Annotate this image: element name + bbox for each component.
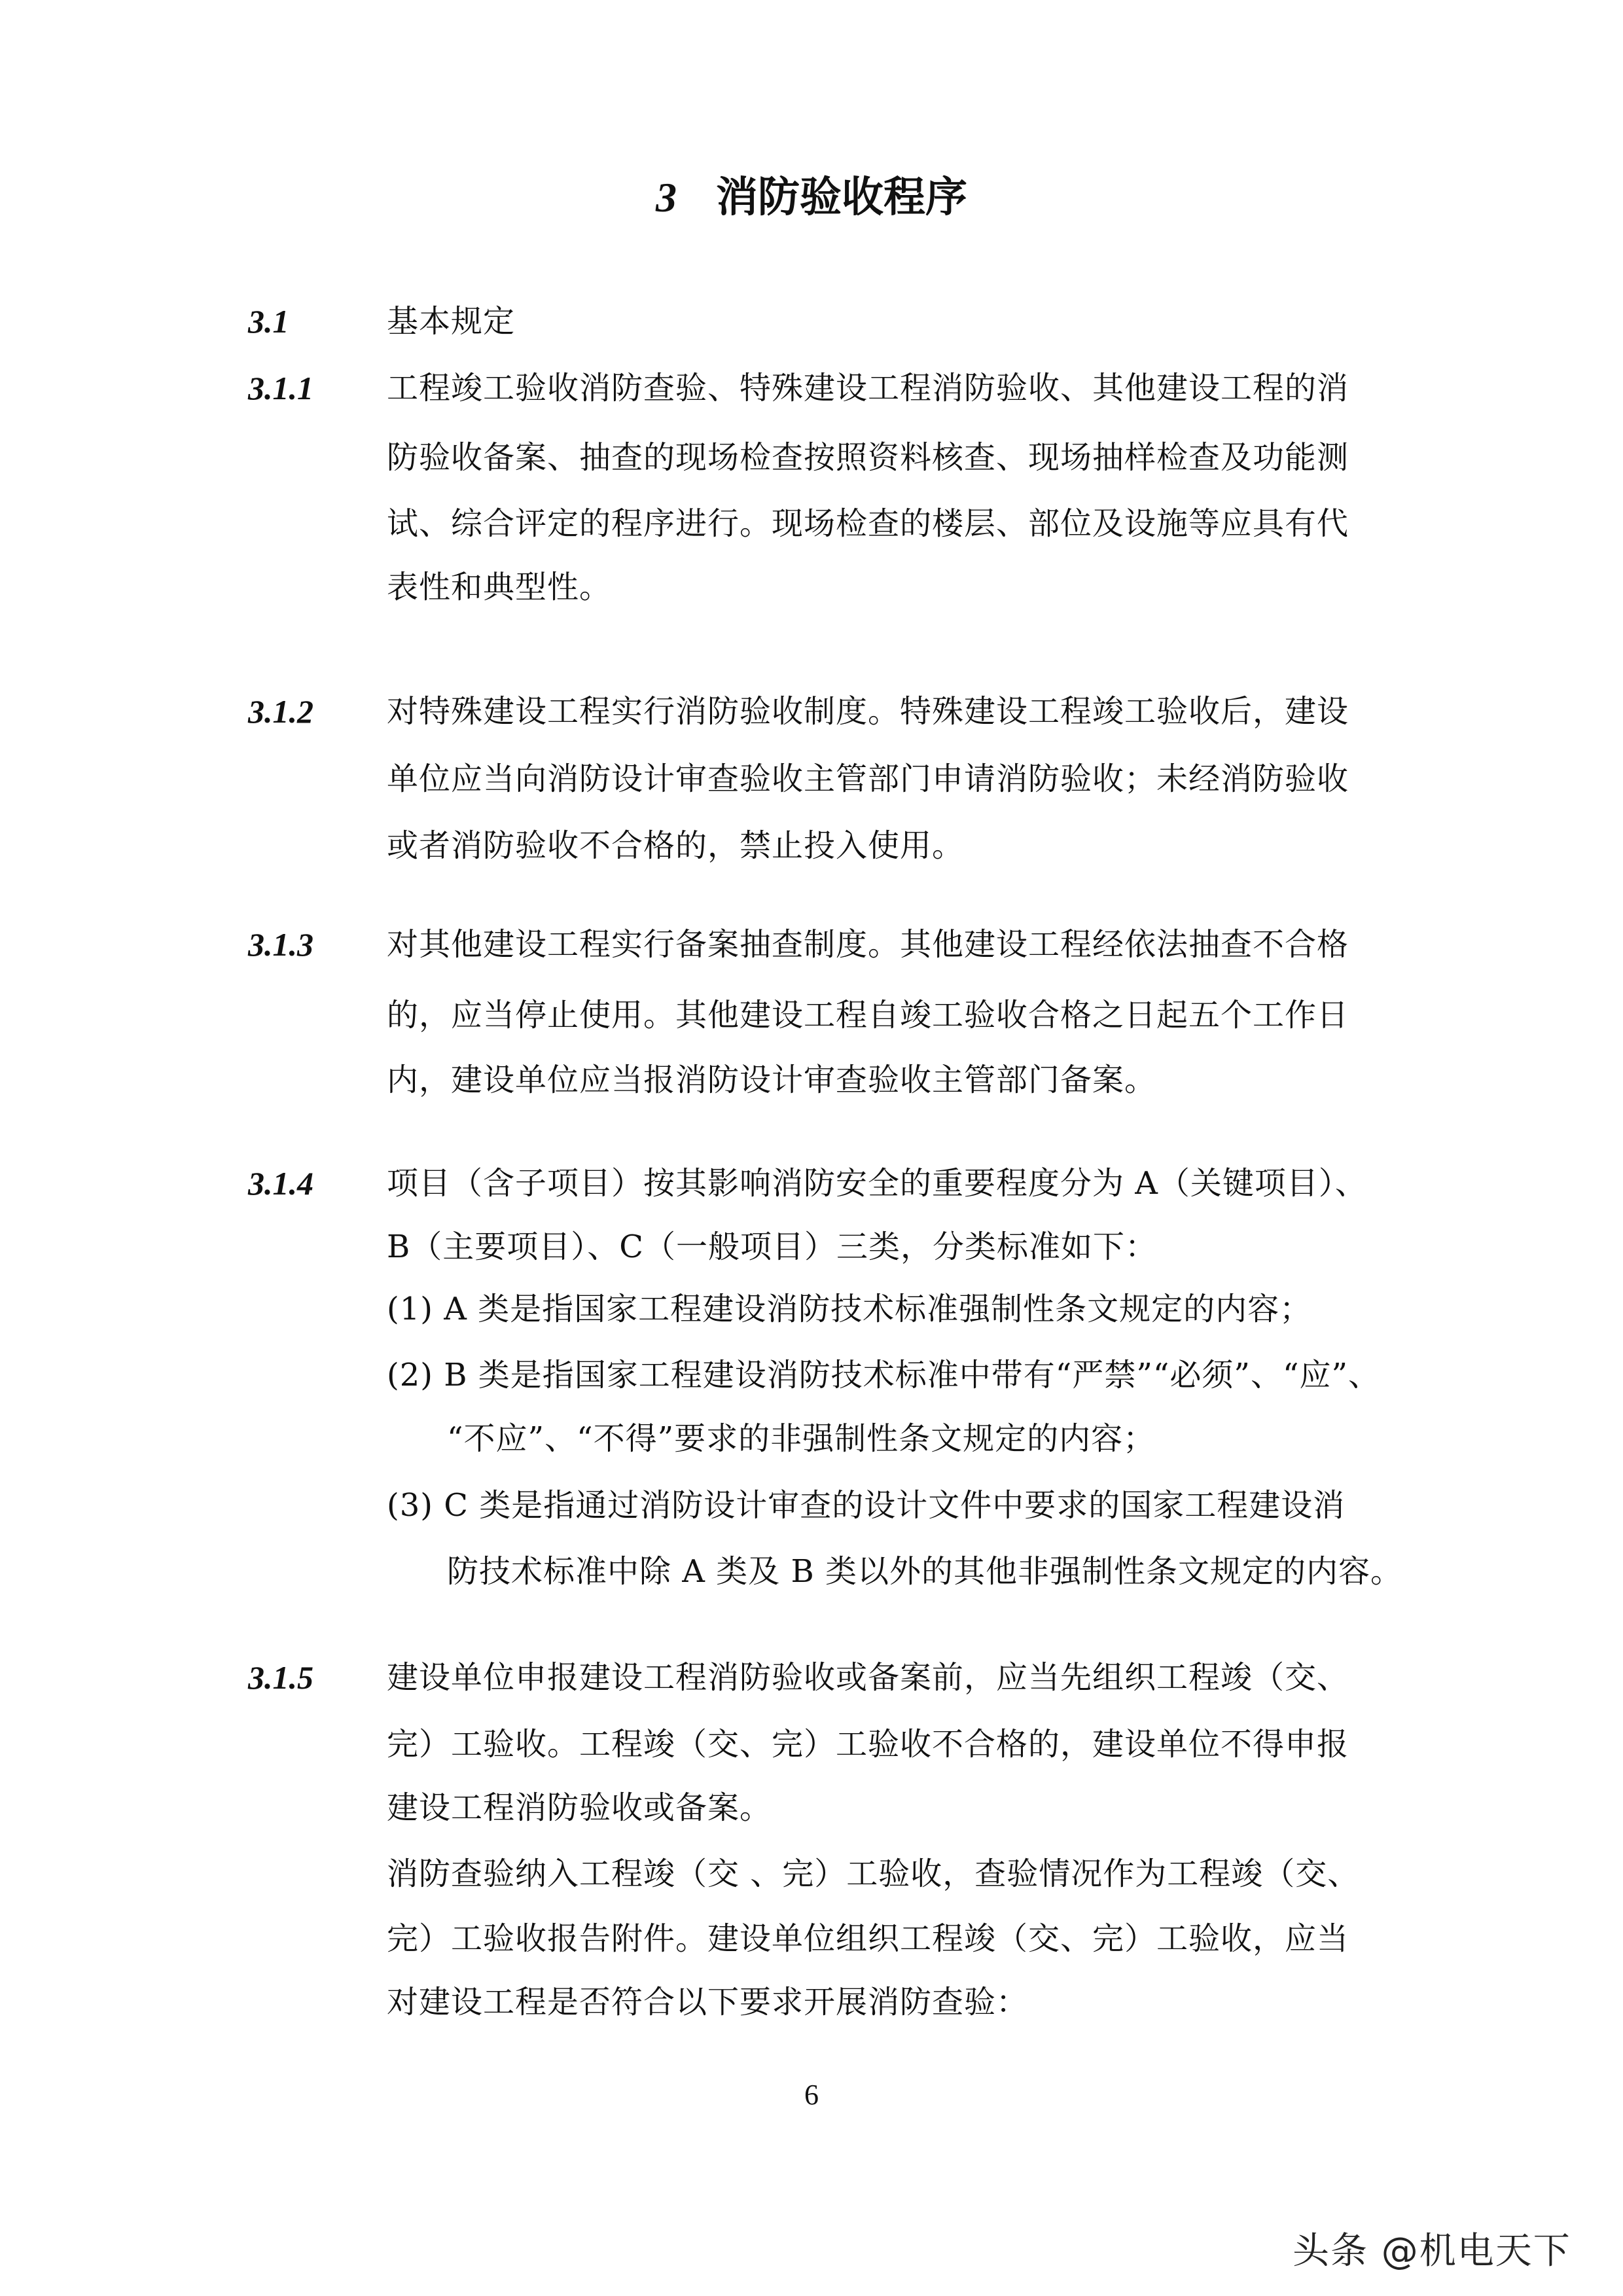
paragraph-line: 对其他建设工程实行备案抽查制度。其他建设工程经依法抽查不合格 [387, 926, 1349, 963]
chapter-title: 消防验收程序 [716, 173, 967, 222]
page-title [0, 171, 1623, 224]
paragraph-line: 内，建设单位应当报消防设计审查验收主管部门备案。 [387, 1062, 1157, 1098]
section-number: 3.1.3 [248, 926, 313, 963]
paragraph-line: 试、综合评定的程序进行。现场检查的楼层、部位及设施等应具有代 [387, 505, 1349, 542]
section-heading: 基本规定 [387, 303, 516, 340]
section-number: 3.1.5 [248, 1659, 313, 1696]
paragraph-line: (2) B 类是指国家工程建设消防技术标准中带有“严禁”“必须”、“应”、 [387, 1357, 1381, 1393]
paragraph-line: 建设工程消防验收或备案。 [387, 1789, 772, 1826]
page-number: 6 [804, 2079, 819, 2111]
watermark: 头条 @机电天下 [1293, 2230, 1571, 2272]
paragraph-line: 防技术标准中除 A 类及 B 类以外的其他非强制性条文规定的内容。 [447, 1553, 1402, 1590]
paragraph-line: (3) C 类是指通过消防设计审查的设计文件中要求的国家工程建设消 [387, 1487, 1346, 1524]
section-number: 3.1.1 [248, 370, 313, 406]
paragraph-line: 建设单位申报建设工程消防验收或备案前，应当先组织工程竣（交、 [387, 1659, 1349, 1696]
section-number: 3.1.2 [248, 693, 313, 730]
paragraph-line: 完）工验收。工程竣（交、完）工验收不合格的，建设单位不得申报 [387, 1726, 1349, 1763]
paragraph-line: 项目（含子项目）按其影响消防安全的重要程度分为 A（关键项目）、 [387, 1165, 1367, 1202]
paragraph-line: 对建设工程是否符合以下要求开展消防查验： [387, 1984, 1029, 2020]
paragraph-line: “不应”、“不得”要求的非强制性条文规定的内容； [447, 1420, 1156, 1457]
paragraph-line: 完）工验收报告附件。建设单位组织工程竣（交、完）工验收，应当 [387, 1920, 1349, 1957]
paragraph-line: 对特殊建设工程实行消防验收制度。特殊建设工程竣工验收后，建设 [387, 693, 1349, 730]
chapter-number: 3 [656, 174, 677, 221]
paragraph-line: 防验收备案、抽查的现场检查按照资料核查、现场抽样检查及功能测 [387, 439, 1349, 476]
paragraph-line: 工程竣工验收消防查验、特殊建设工程消防验收、其他建设工程的消 [387, 370, 1349, 406]
paragraph-line: (1) A 类是指国家工程建设消防技术标准强制性条文规定的内容； [387, 1291, 1312, 1327]
paragraph-line: 消防查验纳入工程竣（交 、完）工验收，查验情况作为工程竣（交、 [387, 1856, 1360, 1892]
paragraph-line: 的，应当停止使用。其他建设工程自竣工验收合格之日起五个工作日 [387, 997, 1349, 1033]
paragraph-line: 单位应当向消防设计审查验收主管部门申请消防验收；未经消防验收 [387, 761, 1349, 797]
section-number: 3.1 [248, 303, 289, 340]
paragraph-line: B（主要项目）、C（一般项目）三类，分类标准如下： [387, 1229, 1158, 1265]
paragraph-line: 或者消防验收不合格的，禁止投入使用。 [387, 827, 965, 864]
section-number: 3.1.4 [248, 1165, 313, 1202]
paragraph-line: 表性和典型性。 [387, 569, 612, 605]
